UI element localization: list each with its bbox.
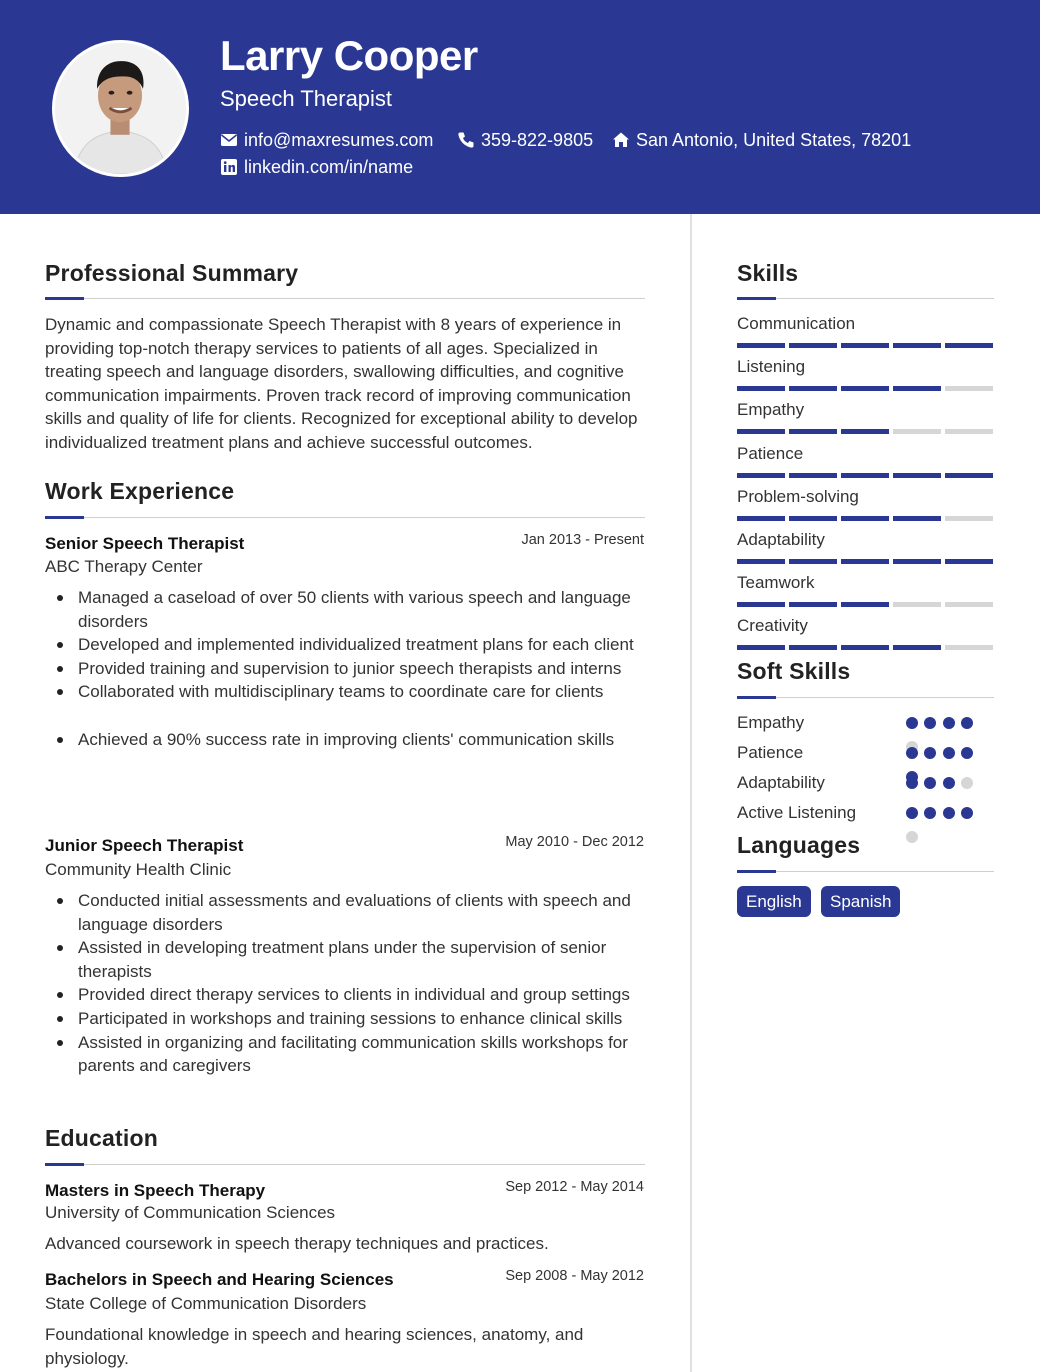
skill-level-segment [789,473,837,478]
rating-dot [961,807,973,819]
skill-level-segment [841,602,889,607]
degree-description: Advanced coursework in speech therapy techniques and practices. [45,1234,549,1253]
soft-skills-rule [737,697,994,698]
rating-dot [906,717,918,729]
skill-level-segment [737,516,785,521]
skill-level-bar [737,429,993,434]
job-date: Jan 2013 - Present [521,532,644,548]
contact-phone[interactable] [457,128,593,152]
list-item: Assisted in organizing and facilitating communication skills workshops for parents and caregivers [45,1031,650,1078]
experience-heading: Work Experience [45,478,235,504]
skill-level-segment [945,429,993,434]
rating-dot [961,777,973,789]
skill-level-segment [737,386,785,391]
skill-level-bar [737,386,993,391]
skill-name: Creativity [737,616,808,635]
skill-name: Patience [737,444,804,463]
languages-rule [737,871,994,872]
skill-level-segment [789,516,837,521]
degree-description: Foundational knowledge in speech and hearing sciences, anatomy, and physiology. [45,1325,584,1368]
degree-title: Bachelors in Speech and Hearing Sciences [45,1270,394,1289]
job-date: May 2010 - Dec 2012 [505,834,644,850]
skills-rule [737,298,994,299]
skill-level-segment [841,645,889,650]
skill-level-segment [893,602,941,607]
list-item: Assisted in developing treatment plans under the supervision of senior therapists [45,936,650,983]
skill-level-segment [945,473,993,478]
list-item: Provided training and supervision to junior speech therapists and interns [45,657,650,681]
skill-level-segment [789,602,837,607]
skills-heading: Skills [737,260,799,286]
phone-text: 359-822-9805 [481,129,594,150]
skill-level-bar [737,473,993,478]
skill-level-segment [789,429,837,434]
skill-level-segment [893,645,941,650]
skill-level-segment [737,429,785,434]
skill-level-segment [789,386,837,391]
skill-level-segment [737,559,785,564]
skill-level-segment [841,429,889,434]
experience-rule [45,517,645,518]
school-name: State College of Communication Disorders [45,1294,367,1313]
degree-date: Sep 2008 - May 2012 [505,1268,644,1284]
skill-level-segment [841,516,889,521]
skill-level-segment [841,386,889,391]
resume-header [0,0,1040,214]
rating-dot [961,747,973,759]
job-bullets [45,586,650,751]
language-badge: Spanish [821,886,900,917]
skill-name: Adaptability [737,530,825,549]
skill-level-segment [945,386,993,391]
column-divider [690,214,692,1372]
skill-level-segment [893,343,941,348]
skill-level-segment [737,343,785,348]
education-rule [45,1164,645,1165]
job-company: ABC Therapy Center [45,557,203,576]
summary-rule [45,298,645,299]
skill-level-segment [893,559,941,564]
rating-dot [943,807,955,819]
job-title: Junior Speech Therapist [45,836,244,855]
language-badge: English [737,886,811,917]
rating-dot [924,717,936,729]
soft-skill-name: Adaptability [737,773,825,792]
list-item: Managed a caseload of over 50 clients with various speech and language disorders [45,586,650,633]
list-item: Conducted initial assessments and evaluations of clients with speech and language disorders [45,889,650,936]
soft-skill-name: Patience [737,743,804,762]
location-text: San Antonio, United States, 78201 [636,129,912,150]
skill-level-segment [841,559,889,564]
skill-level-segment [893,429,941,434]
skill-level-bar [737,645,993,650]
list-item: Achieved a 90% success rate in improving clients' communication skills [45,728,650,752]
rating-dot [943,747,955,759]
skill-level-segment [789,559,837,564]
skill-name: Communication [737,314,856,333]
rating-dot [906,807,918,819]
phone-icon [457,131,475,149]
rating-dot [943,777,955,789]
job-bullets [45,889,650,1078]
soft-skill-name: Empathy [737,713,805,732]
degree-date: Sep 2012 - May 2014 [505,1179,644,1195]
portrait-icon [55,43,186,174]
skill-level-segment [737,473,785,478]
skill-level-bar [737,602,993,607]
list-item: Developed and implemented individualized treatment plans for each client [45,633,650,657]
soft-skills-heading: Soft Skills [737,658,851,684]
rating-dot [924,807,936,819]
skill-level-segment [737,602,785,607]
envelope-icon [220,131,238,149]
skill-name: Empathy [737,400,805,419]
rating-dot [906,831,918,843]
skill-level-segment [893,473,941,478]
skill-level-segment [945,645,993,650]
skill-name: Teamwork [737,573,815,592]
skill-name: Listening [737,357,806,376]
candidate-title: Speech Therapist [220,86,393,111]
skill-level-segment [789,343,837,348]
job-company: Community Health Clinic [45,860,232,879]
school-name: University of Communication Sciences [45,1203,336,1222]
candidate-name: Larry Cooper [220,32,478,79]
linkedin-text: linkedin.com/in/name [244,156,414,177]
contact-email[interactable] [220,128,433,152]
skill-level-segment [893,386,941,391]
skill-level-bar [737,516,993,521]
summary-heading: Professional Summary [45,260,299,286]
skill-level-segment [945,559,993,564]
skill-level-segment [789,645,837,650]
soft-skill-name: Active Listening [737,803,857,822]
list-item: Participated in workshops and training sessions to enhance clinical skills [45,1007,650,1031]
skill-level-segment [945,343,993,348]
list-item: Collaborated with multidisciplinary teams to coordinate care for clients [45,680,650,704]
degree-title: Masters in Speech Therapy [45,1181,266,1200]
skill-level-segment [841,343,889,348]
skill-level-bar [737,559,993,564]
languages-heading: Languages [737,832,861,858]
skill-name: Problem-solving [737,487,859,506]
skill-level-segment [841,473,889,478]
rating-dot [924,777,936,789]
skill-level-bar [737,343,993,348]
rating-dot [906,777,918,789]
skill-level-segment [945,602,993,607]
contact-location [612,128,911,152]
linkedin-icon [220,158,238,176]
list-item: Provided direct therapy services to clients in individual and group settings [45,983,650,1007]
home-icon [612,131,630,149]
rating-dot [943,717,955,729]
skill-level-segment [893,516,941,521]
email-text: info@maxresumes.com [244,129,434,150]
skill-level-segment [945,516,993,521]
rating-dot [961,717,973,729]
rating-dot [924,747,936,759]
rating-dot [906,747,918,759]
contact-linkedin[interactable] [220,155,413,179]
skill-level-segment [737,645,785,650]
profile-photo [52,40,189,177]
summary-text: Dynamic and compassionate Speech Therapist with 8 years of experience in providing top-notch therapy services to patients of all ages. Specialized in treating speech and language disorders, swallowing difficulties, and cognitive communication impairments. Proven track record of improving communication skills and quality of life for clients. Recognized for exceptional ability to develop individualized treatment plans and achieve successful outcomes. [45,315,638,452]
education-heading: Education [45,1125,158,1151]
job-title: Senior Speech Therapist [45,534,245,553]
